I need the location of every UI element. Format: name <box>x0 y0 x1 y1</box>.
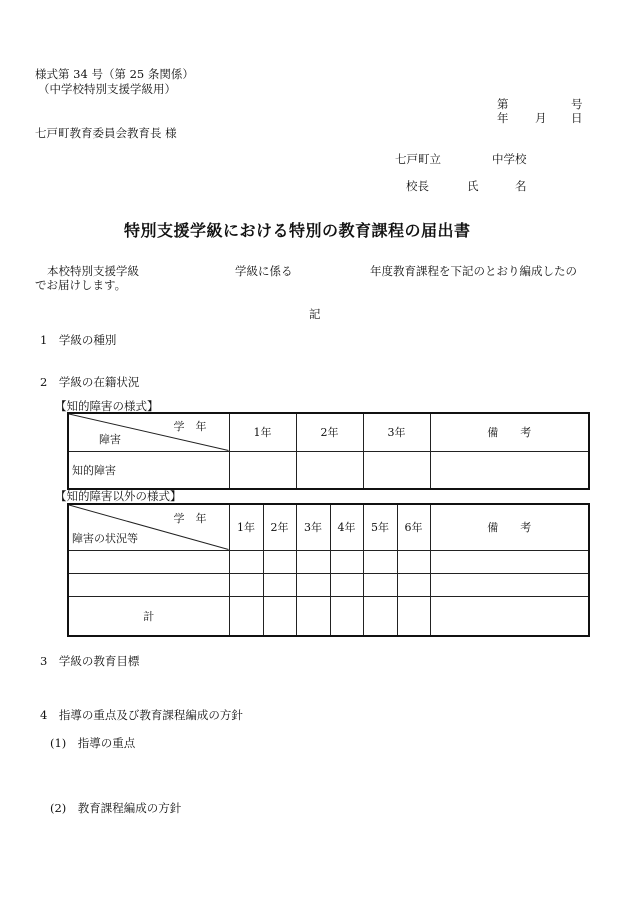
table2-remarks-header: 備 考 <box>430 504 589 550</box>
body-text-a: 本校特別支援学級 <box>47 264 139 278</box>
table2-cell[interactable] <box>263 573 296 596</box>
table2-grade-3: 3年 <box>296 504 330 550</box>
table2-corner-condition: 障害の状況等 <box>72 531 138 545</box>
table2-cell[interactable] <box>296 550 330 573</box>
table2-cell[interactable] <box>330 550 363 573</box>
document-title: 特別支援学級における特別の教育課程の届出書 <box>124 221 471 240</box>
doc-number-go: 号 <box>571 97 583 111</box>
table1-cell[interactable] <box>296 451 363 489</box>
table2-cell[interactable] <box>68 573 229 596</box>
table2-cell[interactable] <box>397 550 430 573</box>
table1-grade-3: 3年 <box>363 413 430 451</box>
table2-cell[interactable] <box>363 550 397 573</box>
table2-cell[interactable] <box>229 573 263 596</box>
section-4-1-heading: (1) 指導の重点 <box>50 736 136 750</box>
ki-heading: 記 <box>309 307 321 321</box>
table2-cell[interactable] <box>296 596 330 636</box>
section-4-2-heading: (2) 教育課程編成の方針 <box>50 801 182 815</box>
table1-cell[interactable] <box>430 451 589 489</box>
table2-cell[interactable] <box>296 573 330 596</box>
table1-corner-grade: 学 年 <box>173 420 207 433</box>
school-town: 七戸町立 <box>395 152 441 166</box>
table2-cell[interactable] <box>68 550 229 573</box>
body-text-c: 年度教育課程を下記のとおり編成したの <box>370 264 577 278</box>
table2-cell[interactable] <box>263 550 296 573</box>
table1-cell[interactable] <box>229 451 296 489</box>
table2-cell[interactable] <box>330 573 363 596</box>
table2-corner-cell <box>68 504 229 550</box>
section-4-heading: 4 指導の重点及び教育課程編成の方針 <box>40 708 243 722</box>
body-text-continued: でお届けします。 <box>35 278 127 292</box>
table1-row-label: 知的障害 <box>68 451 229 489</box>
name-mei: 名 <box>515 179 527 193</box>
section-1-heading: 1 学級の種別 <box>40 333 117 347</box>
table1-corner-disability: 障害 <box>99 432 121 446</box>
table2-total-label: 計 <box>68 596 229 636</box>
table2-cell[interactable] <box>363 573 397 596</box>
table1-remarks-header: 備 考 <box>430 413 589 451</box>
table2-grade-2: 2年 <box>263 504 296 550</box>
date-day-label: 日 <box>571 111 583 125</box>
table2-grade-4: 4年 <box>330 504 363 550</box>
form-subtitle: （中学校特別支援学級用） <box>38 82 176 96</box>
form-number: 様式第 34 号（第 25 条関係） <box>35 67 194 81</box>
table2-corner-grade: 学 年 <box>173 512 207 525</box>
addressee: 七戸町教育委員会教育長 様 <box>35 126 177 140</box>
date-month-label: 月 <box>535 111 547 125</box>
table2-cell[interactable] <box>430 596 589 636</box>
table1-grade-1: 1年 <box>229 413 296 451</box>
table-intellectual-disability <box>67 412 590 490</box>
principal-label: 校長 <box>406 179 429 193</box>
table2-grade-1: 1年 <box>229 504 263 550</box>
school-suffix: 中学校 <box>492 152 527 166</box>
table2-cell[interactable] <box>229 550 263 573</box>
table-other-disability <box>67 503 590 637</box>
table2-cell[interactable] <box>363 596 397 636</box>
date-year-label: 年 <box>497 111 509 125</box>
section-2-heading: 2 学級の在籍状況 <box>40 375 140 389</box>
table2-cell[interactable] <box>330 596 363 636</box>
table1-cell[interactable] <box>363 451 430 489</box>
table2-cell[interactable] <box>263 596 296 636</box>
table2-caption: 【知的障害以外の様式】 <box>55 489 182 503</box>
table2-cell[interactable] <box>397 596 430 636</box>
table2-cell[interactable] <box>430 550 589 573</box>
table2-grade-5: 5年 <box>363 504 397 550</box>
table2-grade-6: 6年 <box>397 504 430 550</box>
section-3-heading: 3 学級の教育目標 <box>40 654 140 668</box>
table1-corner-cell <box>68 413 229 451</box>
doc-number-dai: 第 <box>497 97 509 111</box>
table1-caption: 【知的障害の様式】 <box>55 399 159 413</box>
name-shi: 氏 <box>467 179 479 193</box>
body-text-b: 学級に係る <box>235 264 293 278</box>
table2-cell[interactable] <box>397 573 430 596</box>
table2-cell[interactable] <box>229 596 263 636</box>
table2-cell[interactable] <box>430 573 589 596</box>
table1-grade-2: 2年 <box>296 413 363 451</box>
